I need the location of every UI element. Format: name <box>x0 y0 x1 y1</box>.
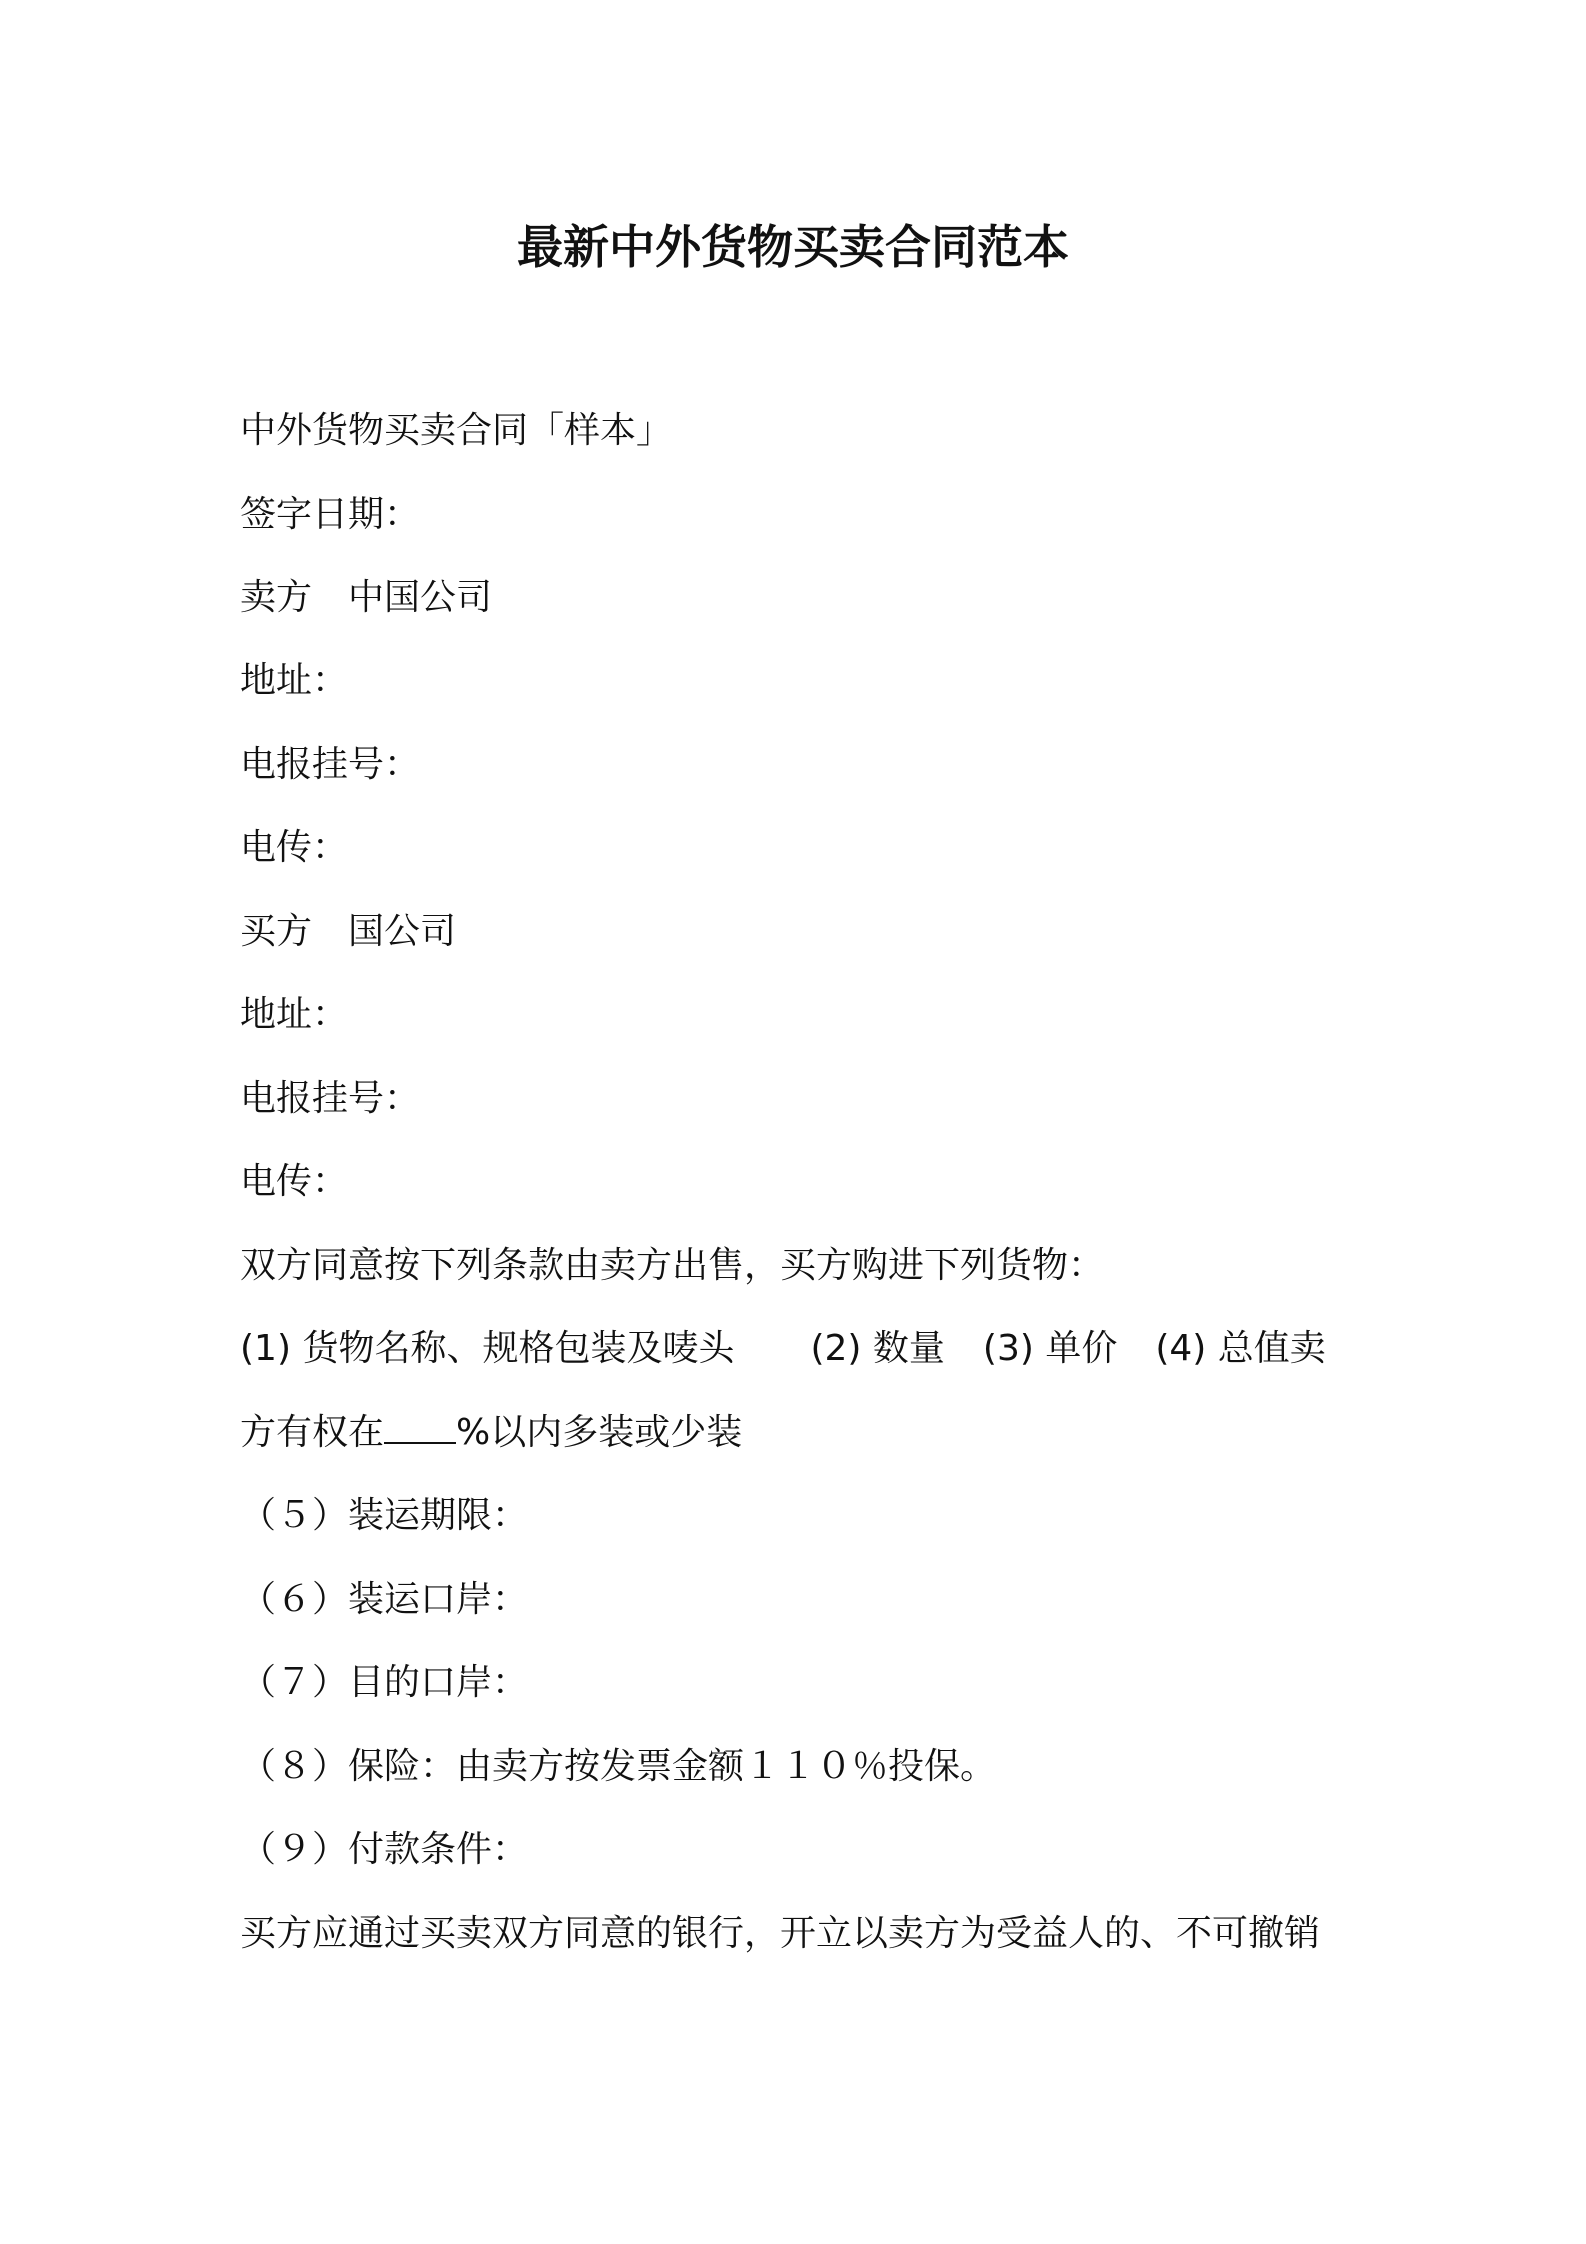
item-unit-price: (3) 单价 <box>982 1328 1118 1369</box>
payment-text: 买方应通过买卖双方同意的银行，开立以卖方为受益人的、不可撤销 <box>240 1913 1321 1954</box>
buyer-label: 买方 <box>240 911 313 952</box>
seller-line <box>240 572 492 624</box>
clause-5-shipment-period: （５）装运期限： <box>240 1495 529 1536</box>
item-total-value: (4) 总值卖 <box>1155 1328 1326 1369</box>
buyer-telex-label: 电传： <box>240 1161 349 1202</box>
items-row <box>240 1323 1326 1375</box>
seller-name: 中国公司 <box>348 577 493 618</box>
seller-address-label: 地址： <box>240 660 349 701</box>
item-goods-description: (1) 货物名称、规格包装及唛头 <box>240 1328 735 1369</box>
clause-6-loading-port: （６）装运口岸： <box>240 1579 529 1620</box>
item-quantity: (2) 数量 <box>810 1328 945 1369</box>
clause-9-payment-terms: （９）付款条件： <box>240 1829 529 1870</box>
sign-date-label: 签字日期： <box>240 494 421 535</box>
seller-telex-label: 电传： <box>240 827 349 868</box>
buyer-address-label: 地址： <box>240 994 349 1035</box>
buyer-line <box>240 906 456 958</box>
tolerance-prefix: 方有权在 <box>240 1412 385 1453</box>
tolerance-suffix: %以内多装或少装 <box>456 1412 743 1453</box>
clause-7-destination-port: （７）目的口岸： <box>240 1662 529 1703</box>
tolerance-line <box>240 1407 742 1459</box>
seller-cable-label: 电报挂号： <box>240 744 421 785</box>
document-title: 最新中外货物买卖合同范本 <box>517 220 1069 274</box>
tolerance-blank <box>384 1412 456 1444</box>
buyer-name: 国公司 <box>348 911 457 952</box>
seller-label: 卖方 <box>240 577 313 618</box>
contract-heading: 中外货物买卖合同「样本」 <box>240 410 673 451</box>
clause-8-insurance: （８）保险：由卖方按发票金额１１０％投保。 <box>240 1746 997 1787</box>
agreement-text: 双方同意按下列条款由卖方出售，买方购进下列货物： <box>240 1245 1105 1286</box>
buyer-cable-label: 电报挂号： <box>240 1078 421 1119</box>
